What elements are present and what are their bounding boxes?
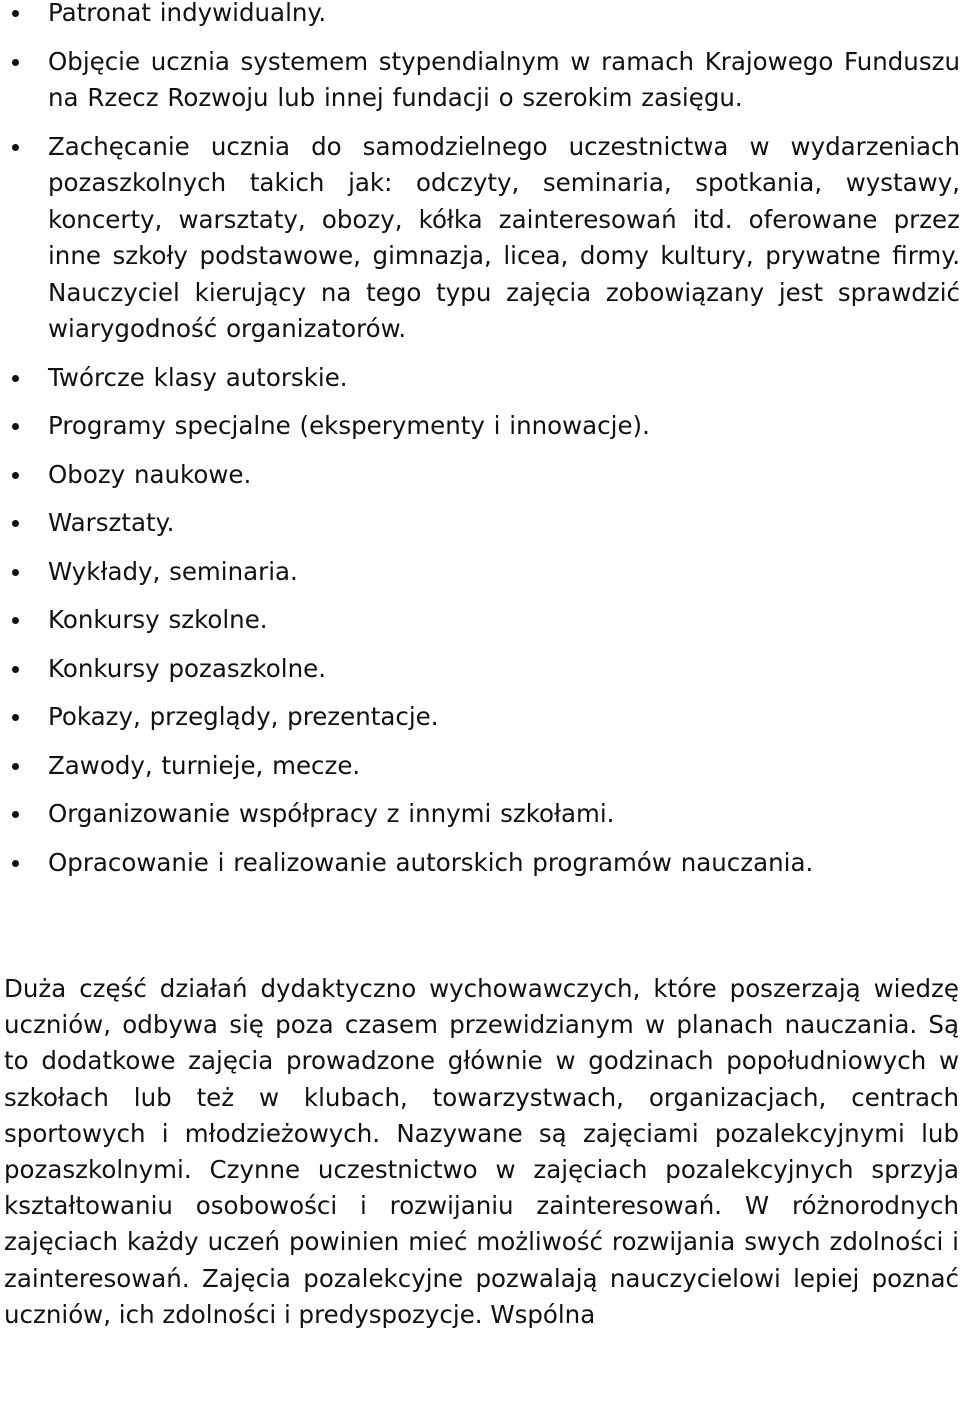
list-item <box>0 505 960 542</box>
list-item-text: Organizowanie współpracy z innymi szkołami. <box>48 799 615 828</box>
list-item <box>0 408 960 445</box>
bullet-icon <box>12 472 19 479</box>
list-item-text: Patronat indywidualny. <box>48 0 327 27</box>
list-item-text: Objęcie ucznia systemem stypendialnym w ramach Krajowego Funduszu na Rzecz Rozwoju lub innej fundacji o szerokim zasięgu. <box>48 46 960 112</box>
list-item-text: Konkursy pozaszkolne. <box>48 653 326 683</box>
bullet-icon <box>12 763 19 770</box>
list-item <box>0 651 960 688</box>
list-item <box>0 457 960 494</box>
bullet-icon <box>12 10 19 17</box>
list-item <box>0 845 960 882</box>
body-paragraph: Duża część działań dydaktyczno wychowawczych, które poszerzają wiedzę uczniów, odbywa się poza czasem przewidzianym w planach nauczania. Są to dodatkowe zajęcia prowadzone głównie w godzinach popołudniowych w szkołach lub też w klubach, towarzystwach, organizacjach, centrach sportowych i młodzieżowych. Nazywane są zajęciami pozalekcyjnymi lub pozaszkolnymi. Czynne uczestnictwo w zajęciach pozalekcyjnych sprzyja kształtowaniu osobowości i rozwijaniu zainteresowań. W różnorodnych zajęciach każdy uczeń powinien mieć możliwość rozwijania swych zdolności i zainteresowań. Zajęcia pozalekcyjne pozwalają nauczycielowi lepiej poznać uczniów, ich zdolności i predyspozycje. Wspólna <box>4 974 959 1329</box>
bullet-icon <box>12 569 19 576</box>
list-item-text: Opracowanie i realizowanie autorskich programów nauczania. <box>48 847 814 877</box>
list-item <box>0 360 960 397</box>
bullet-icon <box>12 714 19 721</box>
list-item-text: Pokazy, przeglądy, prezentacje. <box>48 702 439 731</box>
list-item <box>0 129 960 348</box>
list-item <box>0 748 960 785</box>
bullet-icon <box>12 860 19 867</box>
bullet-icon <box>12 811 19 818</box>
bullet-icon <box>12 423 19 430</box>
bullet-icon <box>12 617 19 624</box>
list-item <box>0 554 960 591</box>
bullet-icon <box>12 59 19 66</box>
bullet-icon <box>12 666 19 673</box>
list-item-text: Zawody, turnieje, mecze. <box>48 750 361 780</box>
list-item-text: Warsztaty. <box>48 508 175 537</box>
list-item-text: Wykłady, seminaria. <box>48 556 298 586</box>
bullet-icon <box>12 144 19 151</box>
bullet-icon <box>12 520 19 527</box>
list-item <box>0 44 960 117</box>
list-item <box>0 602 960 639</box>
list-item <box>0 796 960 833</box>
list-item-text: Programy specjalne (eksperymenty i innowacje). <box>48 411 650 440</box>
bullet-icon <box>12 375 19 382</box>
list-item-text: Konkursy szkolne. <box>48 605 268 634</box>
list-item-text: Twórcze klasy autorskie. <box>48 362 348 392</box>
list-item <box>0 699 960 736</box>
list-item-text: Obozy naukowe. <box>48 459 252 489</box>
list-item <box>0 0 960 32</box>
list-item-text: Zachęcanie ucznia do samodzielnego uczestnictwa w wydarzeniach pozaszkolnych takich jak: odczyty, seminaria, spotkania, wystawy, koncerty, warsztaty, obozy, kółka zainteresowań itd. oferowane przez inne szkoły podstawowe, gimnazja, licea, domy kultury, prywatne firmy. Nauczyciel kierujący na tego typu zajęcia zobowiązany jest sprawdzić wiarygodność organizatorów. <box>48 131 960 343</box>
